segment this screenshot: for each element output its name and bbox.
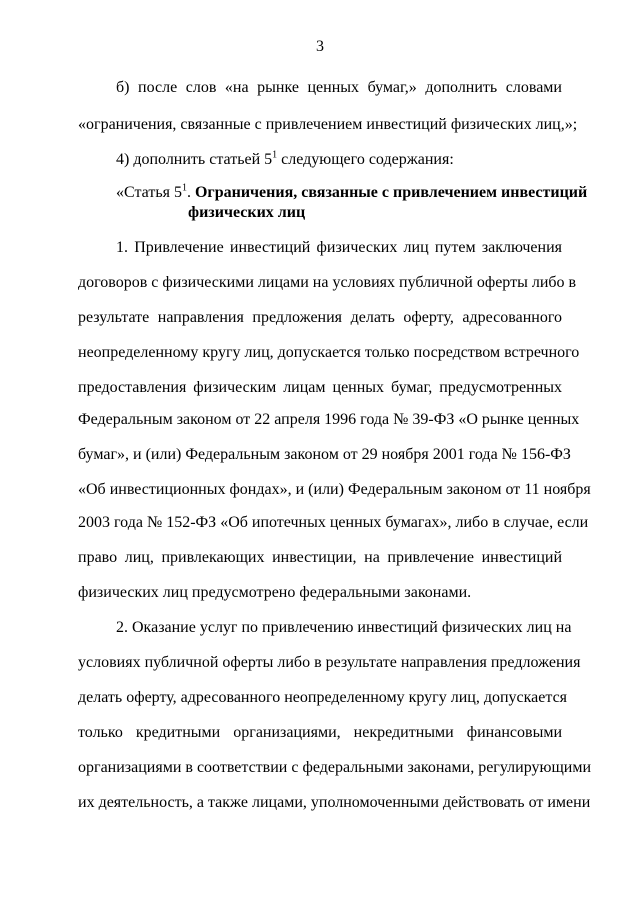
item-b-line-1: б) после слов «на рынке ценных бумаг,» дополнить словами xyxy=(116,79,562,96)
article-title-line-2: физических лиц xyxy=(188,204,306,221)
paragraph-1-line: «Об инвестиционных фондах», и (или) Федеральным законом от 11 ноября xyxy=(78,481,591,498)
paragraph-1-line: право лиц, привлекающих инвестиции, на привлечение инвестиций xyxy=(78,549,562,566)
paragraph-2-line: делать оферту, адресованного неопределенному кругу лиц, допускается xyxy=(78,689,568,706)
paragraph-2-line: их деятельность, а также лицами, уполномоченными действовать от имени xyxy=(78,794,591,811)
paragraph-1-line: неопределенному кругу лиц, допускается только посредством встречного xyxy=(78,344,580,361)
paragraph-1-line: Федеральным законом от 22 апреля 1996 года № 39-ФЗ «О рынке ценных xyxy=(78,411,580,428)
paragraph-2-line: условиях публичной оферты либо в результате направления предложения xyxy=(78,654,581,671)
article-label-dot: . xyxy=(186,184,195,201)
paragraph-1-line: физических лиц предусмотрено федеральными законами. xyxy=(78,584,472,601)
item-4-sup: 1 xyxy=(272,149,278,161)
paragraph-1-line: предоставления физическим лицам ценных бумаг, предусмотренных xyxy=(78,379,562,396)
page-number: 3 xyxy=(316,38,324,55)
paragraph-2-line: 2. Оказание услуг по привлечению инвестиций физических лиц на xyxy=(116,619,572,636)
article-label: «Статья 5 xyxy=(116,184,182,201)
article-heading-line-1 xyxy=(116,182,588,203)
item-4-suffix: следующего содержания: xyxy=(277,151,454,168)
article-title-line-1: Ограничения, связанные с привлечением инвестиций xyxy=(194,184,588,201)
item-4-line xyxy=(116,150,562,170)
paragraph-1-line: результате направления предложения делать оферту, адресованного xyxy=(78,309,562,326)
paragraph-1-line: 2003 года № 152-ФЗ «Об ипотечных ценных бумагах», либо в случае, если xyxy=(78,514,589,531)
article-label-sup: 1 xyxy=(181,182,187,194)
paragraph-1-line: 1. Привлечение инвестиций физических лиц путем заключения xyxy=(116,239,562,256)
paragraph-2-line: только кредитными организациями, некредитными финансовыми xyxy=(78,724,562,741)
paragraph-1-line: бумаг», и (или) Федеральным законом от 29 ноября 2001 года № 156-ФЗ xyxy=(78,446,571,463)
paragraph-2-line: организациями в соответствии с федеральными законами, регулирующими xyxy=(78,759,592,776)
paragraph-1-line: договоров с физическими лицами на условиях публичной оферты либо в xyxy=(78,274,577,291)
item-b-line-2: «ограничения, связанные с привлечением инвестиций физических лиц,»; xyxy=(78,116,578,133)
item-4-prefix: 4) дополнить статьей 5 xyxy=(116,151,273,168)
